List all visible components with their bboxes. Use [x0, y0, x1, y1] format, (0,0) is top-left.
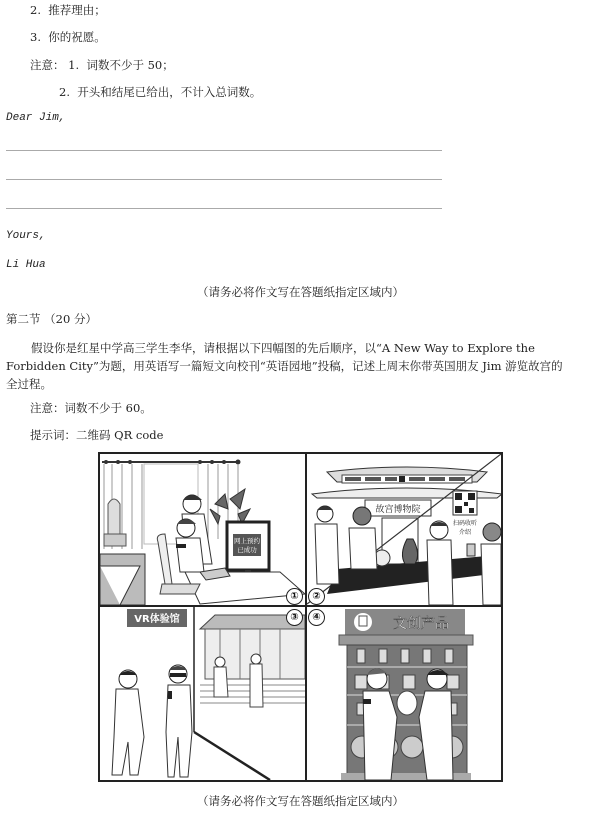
- answer-sheet-reminder-2: （请务必将作文写在答题纸指定区域内）: [197, 794, 404, 808]
- note-2: [59, 85, 261, 99]
- vr-hall-scene: [100, 607, 305, 780]
- svg-text:网上预约: 网上预约: [234, 537, 260, 545]
- svg-text:已成功: 已成功: [237, 546, 257, 554]
- svg-text:扫码收听: 扫码收听: [452, 520, 478, 527]
- svg-text:介绍: 介绍: [458, 529, 472, 536]
- panel-3-number: ③: [286, 609, 303, 626]
- note-number: 1.: [68, 58, 80, 72]
- writing-line-2[interactable]: [6, 179, 442, 180]
- answer-sheet-reminder-1: （请务必将作文写在答题纸指定区域内）: [197, 285, 404, 299]
- panel-3-vr-experience: [100, 607, 305, 780]
- museum-hall-scene: [307, 454, 501, 605]
- prompt-line-1: 假设你是红星中学高三学生李华，请根据以下四幅图的先后顺序，以“A New Way to Explore the: [31, 341, 535, 355]
- souvenir-shop-scene: [307, 607, 501, 780]
- panel-1-online-booking: [100, 454, 305, 605]
- item-text: 推荐理由；: [48, 3, 106, 17]
- writing-line-1[interactable]: [6, 150, 442, 151]
- prompt-line-3: 全过程。: [6, 377, 52, 391]
- note-1: [30, 58, 174, 72]
- item-number: 3.: [30, 30, 41, 44]
- panel-divider-vertical: [305, 452, 307, 782]
- section-heading: 第二节 （20 分）: [6, 312, 97, 326]
- requirement-item-3: [30, 30, 106, 44]
- writing-line-3[interactable]: [6, 208, 442, 209]
- letter-closing: Yours,: [6, 230, 46, 242]
- writing-prompt: [6, 339, 594, 393]
- panel-divider-horizontal: [98, 605, 503, 607]
- letter-signature: Li Hua: [6, 259, 46, 271]
- note-label: 注意：: [30, 58, 65, 72]
- svg-text:故宫博物院: 故宫博物院: [375, 505, 421, 515]
- requirement-item-2: [30, 3, 106, 17]
- hint-words: 提示词：二维码 QR code: [30, 428, 164, 442]
- panel-2-number: ②: [308, 588, 325, 605]
- panel-4-cultural-products: [307, 607, 501, 780]
- item-number: 2.: [30, 3, 41, 17]
- prompt-line-2: Forbidden City”为题，用英语写一篇短文向校刊“英语园地”投稿，记述上周末你带英国朋友 Jim 游览故宫的: [6, 359, 563, 373]
- panel-1-number: ①: [286, 588, 303, 605]
- svg-text:VR体验馆: VR体验馆: [134, 614, 180, 625]
- item-text: 你的祝愿。: [48, 30, 106, 44]
- svg-text:文创产品: 文创产品: [393, 616, 449, 632]
- word-count-note: 注意：词数不少于 60。: [30, 401, 152, 415]
- home-computer-scene: [100, 454, 305, 605]
- panel-2-museum-qr-code: [307, 454, 501, 605]
- note-number: 2.: [59, 85, 70, 99]
- panel-4-number: ④: [308, 609, 325, 626]
- note-text: 词数不少于 50；: [86, 58, 174, 72]
- note-text: 开头和结尾已给出，不计入总词数。: [77, 85, 262, 99]
- letter-salutation: Dear Jim,: [6, 112, 66, 124]
